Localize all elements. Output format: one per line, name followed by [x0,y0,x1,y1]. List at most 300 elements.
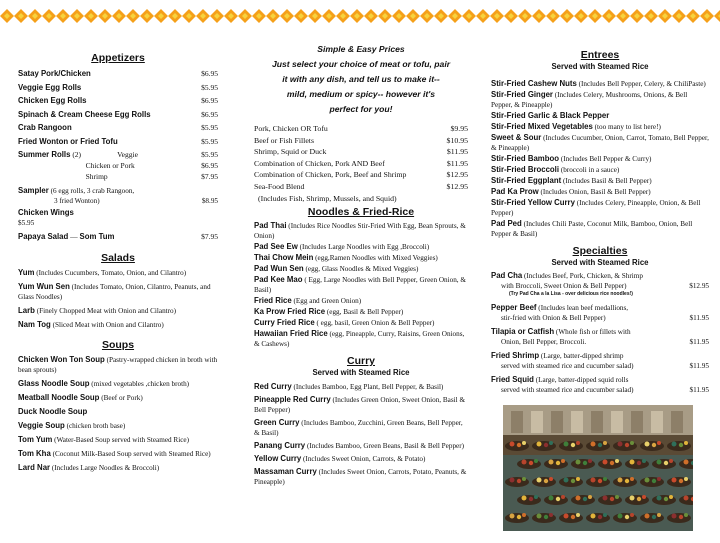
left-column [18,42,218,477]
item-description: (Large, batter-dipped shrimp [540,352,624,360]
produce-shape [544,515,548,519]
intro-line: it with any dish, and tell us to make it-- [282,74,440,84]
item-name: Yellow Curry [254,454,302,464]
produce-shape [522,460,527,465]
menu-item [491,154,709,164]
menu-item [491,122,709,132]
item-description: (egg, Glass Noodles & Mixed Veggies) [305,265,419,274]
protein-name: Pork, Chicken OR Tofu [254,124,328,133]
roof-shape [591,411,603,433]
menu-item [491,90,709,110]
menu-item [18,108,218,122]
item-name: Fried Squid [491,375,534,384]
menu-item [18,306,218,316]
protein-name: Beef or Fish Fillets [254,135,314,145]
specialties-heading: Specialties [572,245,628,257]
curry-subtitle: Served with Steamed Rice [312,368,410,378]
menu-item [254,318,468,328]
menu-item [254,296,468,306]
menu-item [491,351,709,371]
item-description: (Includes Bamboo, Green Beans, Basil & Bell Pepper) [306,442,465,451]
item-name: Green Curry [254,418,300,428]
menu-item [18,379,218,389]
item-description: stir-fried with Onion & Bell Pepper) [501,314,606,322]
menu-item [254,382,468,392]
produce-shape [598,443,602,447]
item-description: (Beef or Pork) [101,394,143,403]
floating-market-photo [503,405,693,531]
produce-shape [571,515,575,519]
menu-item [491,176,709,186]
noodles-list [254,221,468,349]
item-name: Stir-Fried Bamboo [491,154,560,163]
menu-item [491,79,709,89]
item-price: $11.95 [689,362,709,370]
menu-item [18,94,218,108]
item-name: Pad Thai [254,221,287,231]
item-description: (Includes Tomato, Onion, Cilantro, Peanuts, and Glass Noodles) [18,283,211,302]
curry-heading: Curry [346,355,375,368]
roof-shape [671,411,683,433]
item-name: Veggie Soup [18,421,65,431]
produce-shape [603,441,607,445]
menu-item [254,467,468,487]
produce-shape [625,515,629,519]
menu-item [18,268,218,278]
produce-shape [556,461,560,465]
middle-column [254,42,468,490]
item-description: (Whole fish or fillets with [555,328,631,336]
produce-shape [510,478,515,483]
menu-item [18,121,218,135]
item-name: Sweet & Sour [491,133,542,142]
item-price: $6.95 [201,96,218,106]
menu-item [18,435,218,445]
item-name: Spinach & Cream Cheese Egg Rolls [18,109,151,119]
produce-shape [576,460,581,465]
item-description: served with steamed rice and cucumber salad) [501,386,634,394]
produce-shape [537,514,542,519]
item-description: (Includes Rice Noodles Stir-Fried With Egg, Bean Sprouts, & Onion) [254,222,466,241]
produce-shape [534,459,538,463]
curry-list [254,382,468,487]
item-description: ( egg, basil, Green Onion & Bell Pepper) [316,319,435,328]
right-column [491,42,709,399]
item-name: Thai Chow Mein [254,253,314,263]
produce-shape [517,443,521,447]
item-description: (broccoli in a sauce) [560,166,620,174]
salads-heading: Salads [101,252,135,265]
item-name: Stir-Fried Yellow Curry [491,198,575,207]
produce-shape [669,459,673,463]
appetizers-heading: Appetizers [91,52,145,64]
produce-shape [664,497,668,501]
item-description: (Includes Bell Pepper, Celery, & ChiliPaste) [578,80,706,88]
produce-shape [603,477,607,481]
produce-shape [576,513,580,517]
menu-item: Shrimp $7.95 [85,171,218,181]
produce-shape [679,515,683,519]
item-description: (egg,Ramen Noodles with Mixed Veggies) [315,254,438,263]
seafood-note: (Includes Fish, Shrimp, Mussels, and Squid) [258,193,397,203]
item-name: Stir-Fried Mixed Vegetables [491,122,593,131]
item-description: (Includes Bamboo, Egg Plant, Bell Pepper, & Basil) [293,383,444,392]
produce-shape [583,497,587,501]
produce-shape [549,477,553,481]
produce-shape [603,513,607,517]
produce-shape [672,478,677,483]
produce-shape [664,461,668,465]
item-name: Pad Ped [491,219,522,228]
menu-item [18,282,218,302]
produce-shape [549,441,553,445]
produce-shape [571,443,575,447]
item-description: (Water-Based Soup served with Steamed Rice) [54,436,189,445]
intro-title: Simple & Easy Prices [317,44,405,54]
item-name: Chicken Egg Rolls [18,96,87,106]
produce-shape [522,496,527,501]
menu-item [491,111,709,121]
produce-shape [564,478,569,483]
item-description: (egg, Pineapple, Curry, Raisins, Green Onions, & Cashews) [254,330,465,349]
menu-item [18,449,218,459]
item-price: $6.95 [201,69,218,78]
item-description: (Includes Sweet Onion, Carrots, & Potato) [303,455,426,464]
produce-shape [618,514,623,519]
produce-shape [642,495,646,499]
menu-item [254,264,468,274]
produce-shape [576,496,581,501]
item-name: Stir-Fried Broccoli [491,165,560,174]
menu-item [254,329,468,349]
item-description: (Includes Celery, Mushrooms, Onions, & Bell Pepper, & Pineapple) [491,91,688,109]
item-description: (Large, batter-dipped squid rolls [535,376,629,384]
item-name: Duck Noodle Soup [18,407,88,417]
item-name: Fried Rice [254,296,292,306]
menu-item: Papaya Salad — Som Tum $7.95 [18,231,218,241]
item-name: Pad Ka Prow [491,187,539,196]
item-price: $11.95 [689,314,709,322]
produce-shape [522,441,526,445]
item-name: Fried Shrimp [491,351,540,360]
protein-name: Shrimp, Squid or Duck [254,147,327,157]
item-price: $5.95 [201,123,218,133]
protein-price: $10.95 [446,135,468,145]
produce-shape [657,513,661,517]
menu-item [18,421,218,431]
appetizers-list [18,67,218,149]
menu-item [254,441,468,451]
produce-shape [564,442,569,447]
menu-item [18,67,218,81]
produce-shape [561,495,565,499]
produce-shape [672,442,677,447]
menu-item [491,327,709,347]
item-description: (Includes Onion, Basil & Bell Pepper) [540,188,651,196]
item-name: Pad See Ew [254,242,298,252]
roof-shape [511,411,523,433]
specialties-list [491,303,709,395]
entrees-list [491,79,709,239]
item-name: Yum [18,268,35,278]
produce-shape [615,495,619,499]
price-row [254,135,468,147]
item-description: (Sliced Meat with Onion and Cilantro) [52,321,164,330]
produce-shape [630,513,634,517]
price-row [254,146,468,158]
item-description: (Includes Cucumber, Onion, Carrot, Tomato, Bell Pepper, & Pineapple) [491,134,709,152]
item-description: (Finely Chopped Meat with Onion and Cilantro) [36,307,177,316]
produce-shape [591,442,596,447]
item-description: served with steamed rice and cucumber salad) [501,362,634,370]
item-name: Pepper Beef [491,303,537,312]
produce-shape [603,460,608,465]
item-name: Tilapia or Catfish [491,327,555,336]
menu-item [491,375,709,395]
item-description: (Includes Celery, Pineapple, Onion, & Bell Pepper) [491,199,701,217]
menu-item [254,307,468,317]
item-description: (Includes Cucumbers, Tomato, Onion, and Cilantro) [36,269,187,278]
produce-shape [630,441,634,445]
roof-shape [611,411,623,433]
item-name: Massaman Curry [254,467,317,477]
item-name: Yum Wun Sen [18,282,70,292]
item-name: Stir-Fried Eggplant [491,176,562,185]
produce-shape [549,513,553,517]
diamond-border [0,0,720,26]
item-description: (Includes Green Onion, Sweet Onion, Basil & Bell Pepper) [254,396,466,415]
produce-shape [610,461,614,465]
item-name: Chicken Won Ton Soup [18,355,105,365]
produce-shape [679,443,683,447]
item-name: Pineapple Red Curry [254,395,331,405]
item-name: Satay Pork/Chicken [18,69,91,78]
protein-price: $12.95 [446,170,468,180]
protein-price: $9.95 [450,124,468,133]
produce-shape [657,477,661,481]
produce-shape [645,514,650,519]
produce-shape [625,443,629,447]
roof-shape [571,411,583,433]
item-description: (Coconut Milk-Based Soup served with Steamed Rice) [52,450,211,459]
menu-item: Chicken Wings $5.95 [18,207,74,227]
item-description: (Includes Chili Paste, Coconut Milk, Bamboo, Onion, Bell Pepper & Basil) [491,220,693,238]
menu-item [18,463,218,473]
item-description: ( Egg, Large Noodles with Bell Pepper, Green Onion, & Basil) [254,276,466,295]
protein-price: $11.95 [446,147,468,157]
produce-shape [657,460,662,465]
produce-shape [549,496,554,501]
intro-line: Just select your choice of meat or tofu, pair [271,59,451,69]
soups-list [18,355,218,473]
menu-item [491,165,709,175]
produce-shape [561,459,565,463]
produce-shape [657,441,661,445]
produce-shape [684,441,688,445]
item-name: Meatball Noodle Soup [18,393,100,403]
produce-shape [618,442,623,447]
menu-item: Chicken or Pork $6.95 [85,160,218,170]
menu-item [18,135,218,149]
produce-shape [598,479,602,483]
produce-shape [564,514,569,519]
protein-price: $11.95 [446,158,468,168]
menu-item [491,187,709,197]
produce-shape [618,478,623,483]
price-row [254,169,468,181]
produce-shape [637,461,641,465]
produce-shape [510,514,515,519]
price-row [254,123,468,135]
menu-item: Pad Cha (Includes Beef, Pork, Chicken, & Shrimp with Broccoli, Sweet Onion & Bell Pepper) $12.95 [491,271,709,290]
produce-shape [645,442,650,447]
item-price: $6.95 [201,109,218,119]
price-row [254,181,468,193]
produce-shape [684,496,689,501]
item-description: (Includes lean beef medallions, [538,304,629,312]
produce-shape [588,459,592,463]
produce-shape [529,497,533,501]
menu-item [491,198,709,218]
protein-name: Combination of Chicken, Pork, Beef and Shrimp [254,170,407,180]
produce-shape [652,443,656,447]
produce-shape [591,514,596,519]
produce-shape [630,477,634,481]
menu-item [491,133,709,153]
item-description: (Includes Basil & Bell Pepper) [562,177,652,185]
produce-shape [684,477,688,481]
produce-shape [630,460,635,465]
noodles-heading: Noodles & Fried-Rice [307,206,415,219]
menu-item [18,355,218,375]
item-name: Stir-Fried Ginger [491,90,553,99]
item-description: (Pastry-wrapped chicken in broth with bean sprouts) [18,356,218,375]
intro-line: mild, medium or spicy-- however it's [286,89,436,99]
menu-item [491,219,709,239]
produce-shape [672,514,677,519]
item-name: Curry Fried Rice [254,318,315,328]
item-description: (Includes Sweet Onion, Carrots, Potato, Peanuts, & Pineapple) [254,468,467,487]
protein-price: $12.95 [446,181,468,191]
item-name: Glass Noodle Soup [18,379,90,389]
produce-shape [576,477,580,481]
item-name: Larb [18,306,35,316]
item-name: Pad Wun Sen [254,264,304,274]
entrees-heading: Entrees [580,49,620,61]
price-row [254,158,468,170]
produce-shape [669,495,673,499]
produce-shape [529,461,533,465]
produce-shape [615,459,619,463]
produce-shape [549,460,554,465]
item-name: Ka Prow Fried Rice [254,307,326,317]
produce-shape [537,442,542,447]
produce-shape [652,515,656,519]
produce-shape [603,496,608,501]
menu-item [254,395,468,415]
item-name: Veggie Egg Rolls [18,82,82,92]
produce-shape [684,460,689,465]
item-name: Nam Tog [18,320,51,330]
roof-shape [551,411,563,433]
menu-item [254,221,468,241]
entrees-subtitle: Served with Steamed Rice [551,62,649,71]
produce-shape [522,477,526,481]
produce-shape [679,479,683,483]
roof-shape [651,411,663,433]
menu-item [491,303,709,323]
menu-item [254,418,468,438]
roof-shape [531,411,543,433]
item-name: Stir-Fried Cashew Nuts [491,79,577,88]
item-name: Panang Curry [254,441,306,451]
specialties-subtitle: Served with Steamed Rice [551,258,649,267]
menu-item: Summer Rolls (2) Veggie $5.95 [18,149,218,159]
item-description: (chicken broth base) [66,422,126,431]
item-name: Crab Rangoon [18,123,72,133]
produce-shape [598,515,602,519]
roof-shape [631,411,643,433]
produce-shape [522,513,526,517]
produce-shape [591,478,596,483]
produce-shape [571,479,575,483]
produce-shape [517,515,521,519]
item-name: Pad Kee Mao [254,275,303,285]
menu-item [18,407,218,417]
produce-shape [652,479,656,483]
item-name: Fried Wonton or Fried Tofu [18,136,118,146]
item-name: Red Curry [254,382,292,392]
item-price: $11.95 [689,338,709,346]
produce-shape [657,496,662,501]
produce-shape [537,478,542,483]
produce-shape [583,461,587,465]
item-name: Tom Yum [18,435,53,445]
item-name: Hawaiian Fried Rice [254,329,328,339]
produce-shape [544,479,548,483]
produce-shape [534,495,538,499]
item-name: Stir-Fried Garlic & Black Pepper [491,111,610,120]
produce-shape [544,443,548,447]
protein-name: Sea-Food Blend [254,181,305,191]
item-description: (Includes Large Noodles & Broccoli) [51,464,160,473]
protein-price-list [254,123,468,193]
salads-list [18,268,218,330]
menu-item [254,454,468,464]
item-price: $11.95 [689,386,709,394]
item-description: (Includes Large Noodles with Egg ,Broccoli) [299,243,430,252]
item-price: $5.95 [201,82,218,92]
item-description: (Egg and Green Onion) [293,297,362,306]
item-description: (mixed vegetables ,chicken broth) [91,380,190,389]
produce-shape [637,497,641,501]
menu-item: Sampler (6 egg rolls, 3 crab Rangoon, 3 fried Wonton) $8.95 [18,185,218,205]
produce-shape [642,459,646,463]
menu-item [254,253,468,263]
menu-item [18,393,218,403]
item-price: $5.95 [201,136,218,146]
menu-item [254,242,468,252]
item-description: (too many to list here!) [594,123,661,131]
item-description: (Includes Bell Pepper & Curry) [560,155,652,163]
produce-shape [684,513,688,517]
protein-name: Combination of Chicken, Pork AND Beef [254,158,385,168]
produce-shape [630,496,635,501]
item-description: (egg, Basil & Bell Pepper) [326,308,404,317]
produce-shape [576,441,580,445]
produce-shape [556,497,560,501]
soups-heading: Soups [101,339,135,352]
